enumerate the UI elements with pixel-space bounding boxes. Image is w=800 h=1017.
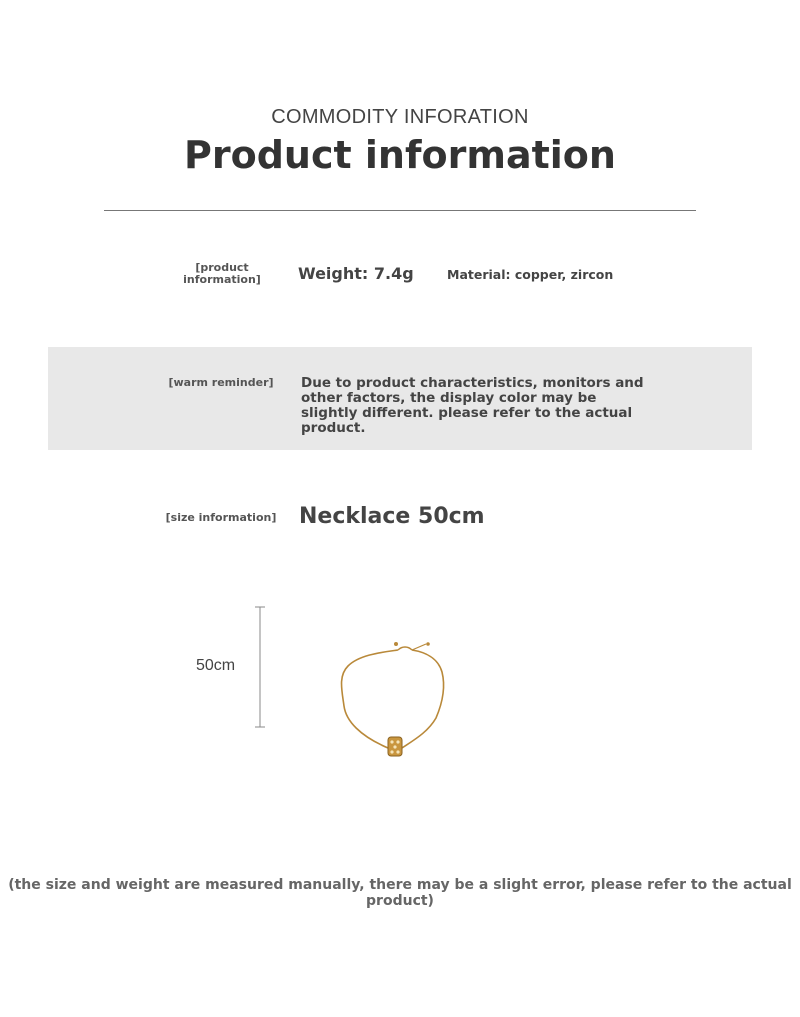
product-info-tag: [product information] [183,261,261,286]
necklace-image [330,636,460,766]
warm-reminder-tag: [warm reminder] [168,376,274,389]
warm-reminder-text: Due to product characteristics, monitors and other factors, the display color may be slightly different. please refer to the actual product. [301,375,644,436]
material-value: Material: copper, zircon [447,267,614,282]
size-value: Necklace 50cm [299,504,485,529]
dimension-bracket-icon [250,600,270,735]
section-subtitle: COMMODITY INFORATION [271,106,529,128]
weight-value: Weight: 7.4g [298,264,414,283]
dimension-label: 50cm [196,657,236,674]
header-divider [104,210,696,211]
size-info-tag: [size information] [165,511,277,524]
measurement-disclaimer: (the size and weight are measured manually, there may be a slight error, please refer to the actual product) [8,877,792,909]
page-title: Product information [184,133,616,177]
